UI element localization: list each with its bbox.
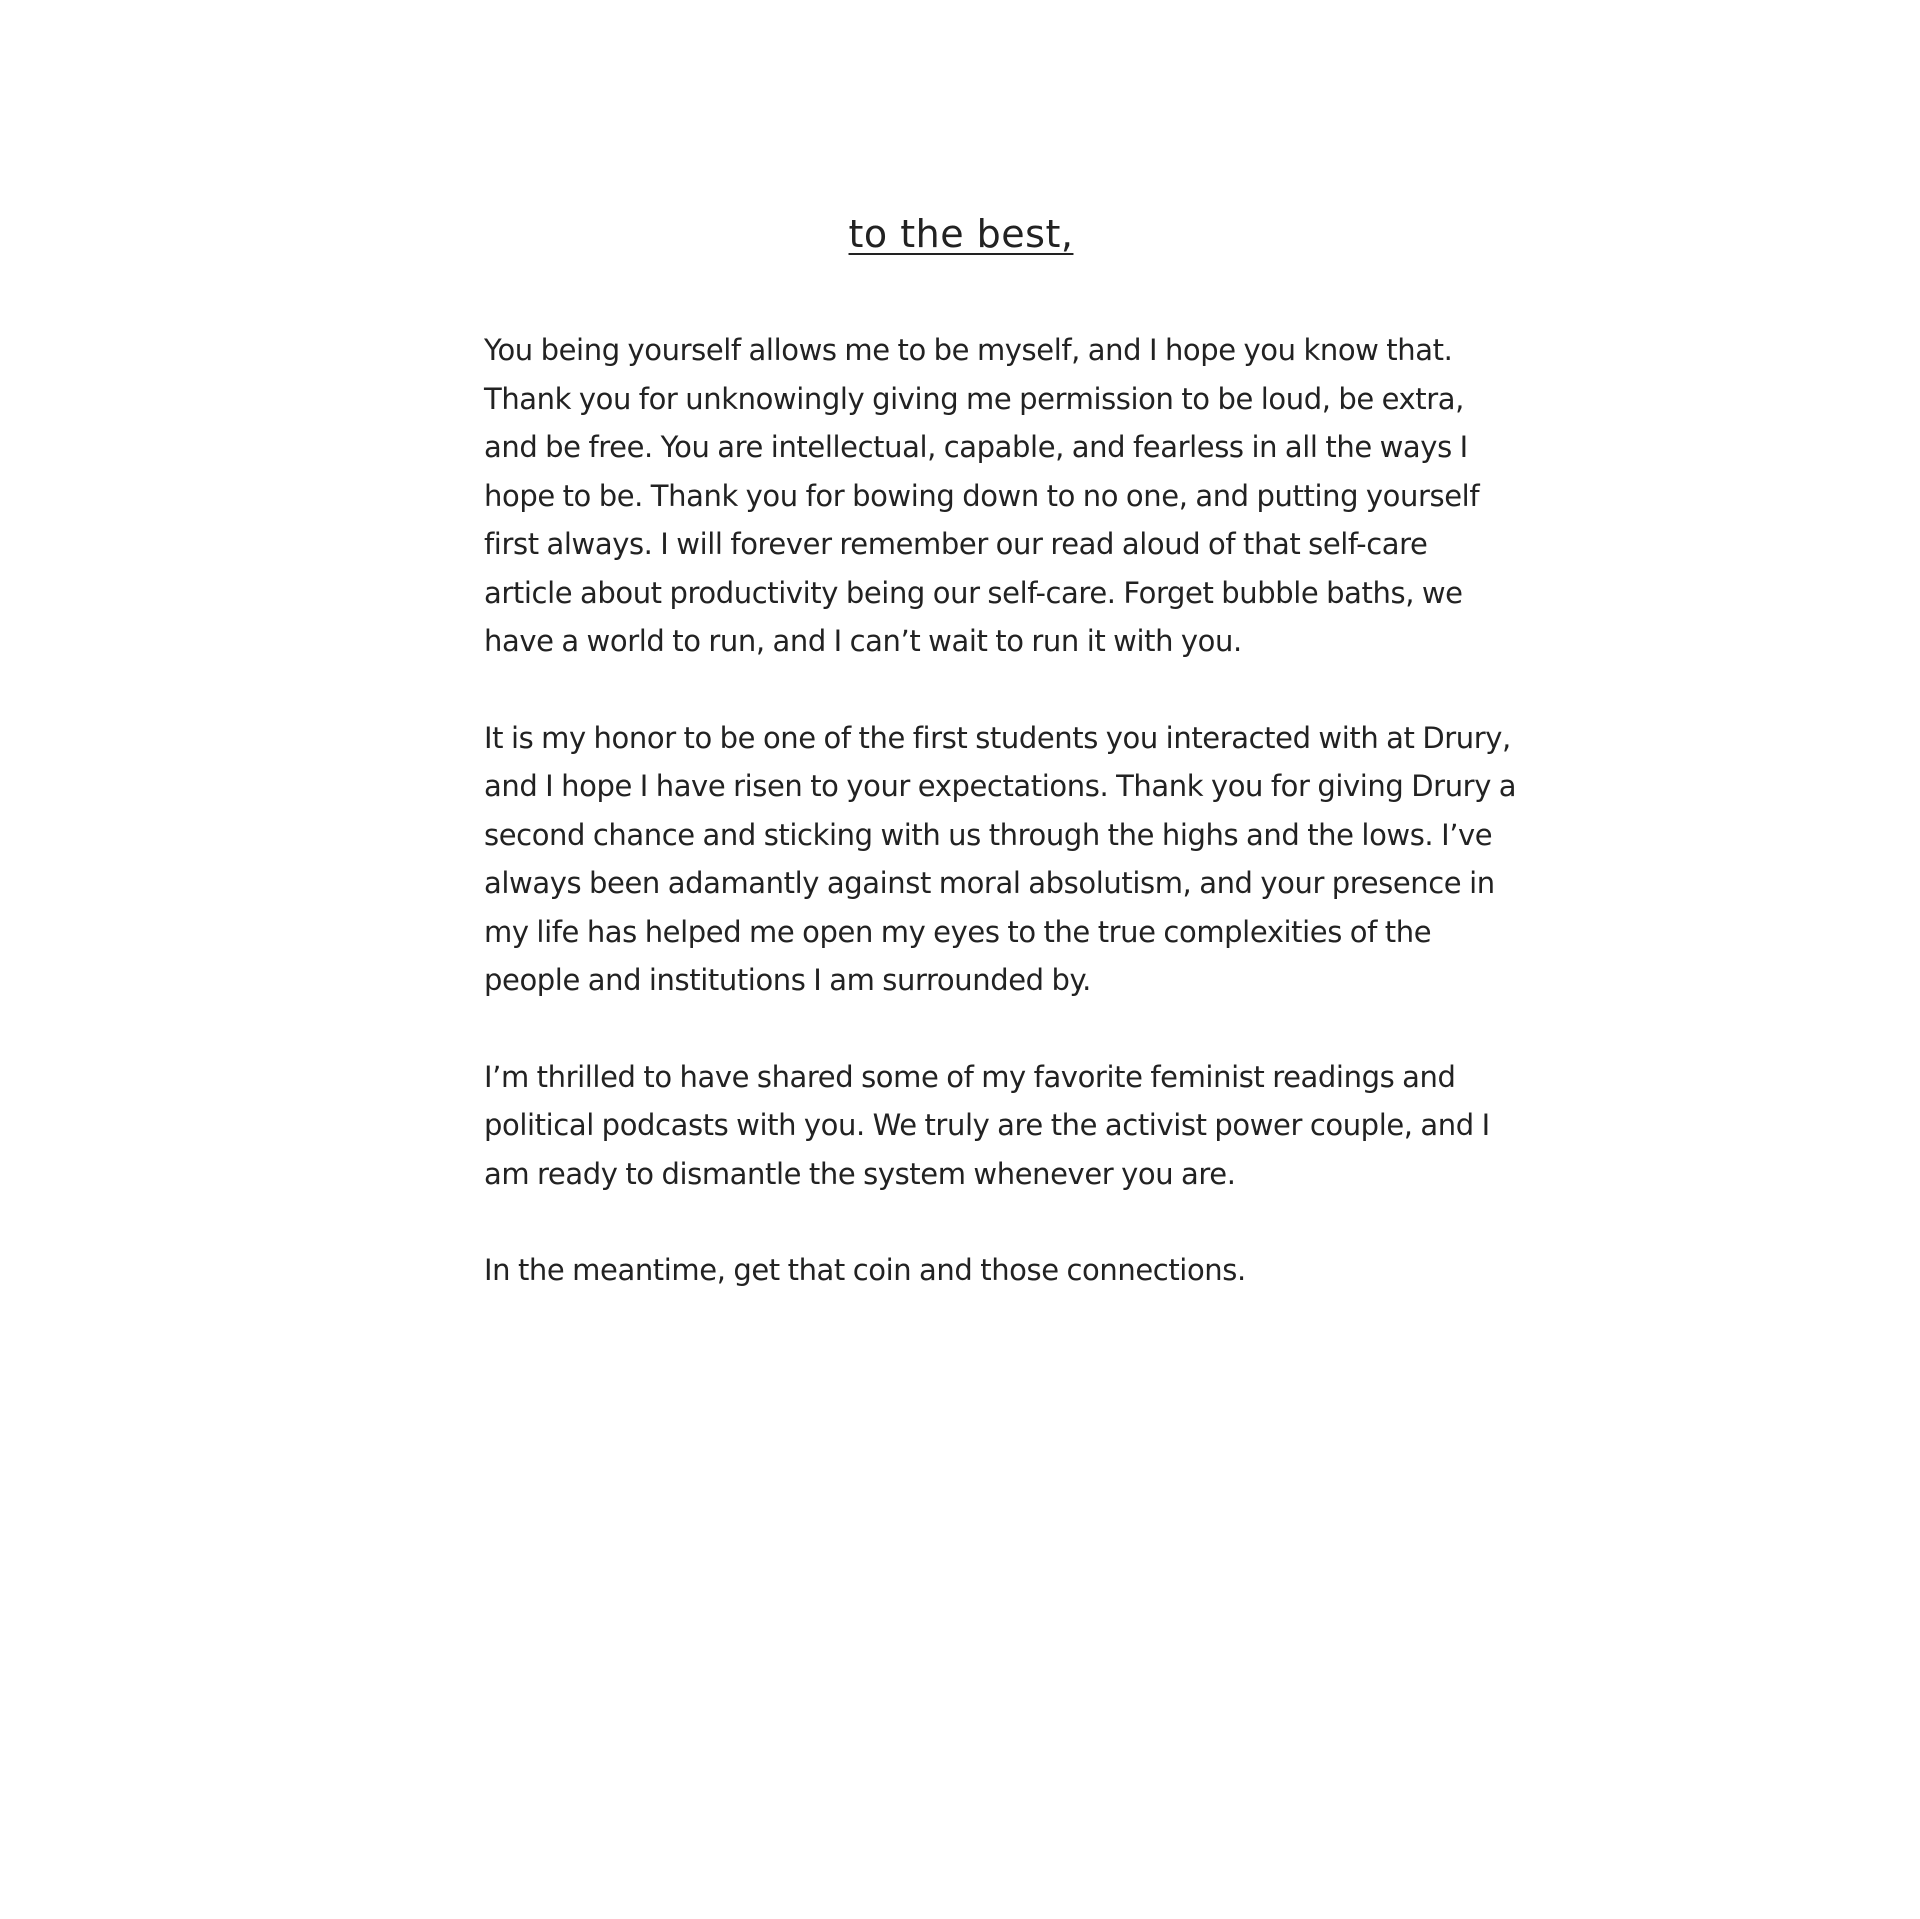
text-line: You being yourself allows me to be myself, and I hope you know that.: [484, 333, 1453, 367]
text-line: It is my honor to be one of the first students you interacted with at Drury,: [484, 720, 1511, 755]
paragraph-1: [484, 326, 1484, 666]
text-line: hope to be. Thank you for bowing down to no one, and putting yourself: [484, 478, 1480, 513]
letter-body: [484, 326, 1517, 1343]
paragraph-3: [484, 1053, 1490, 1199]
text-line: article about productivity being our self-care. Forget bubble baths, we: [484, 575, 1463, 610]
text-line: people and institutions I am surrounded by.: [484, 963, 1091, 997]
text-line: Thank you for unknowingly giving me permission to be loud, be extra,: [484, 381, 1464, 416]
text-line: I’m thrilled to have shared some of my favorite feminist readings and: [484, 1059, 1456, 1094]
heading-container: [0, 212, 1920, 256]
text-line: and I hope I have risen to your expectations. Thank you for giving Drury a: [484, 769, 1517, 803]
letter-heading: to the best,: [848, 212, 1074, 256]
text-line: In the meantime, get that coin and those connections.: [484, 1253, 1246, 1287]
text-line: am ready to dismantle the system whenever you are.: [484, 1156, 1236, 1191]
text-line: always been adamantly against moral absolutism, and your presence in: [484, 866, 1495, 900]
text-line: political podcasts with you. We truly are the activist power couple, and I: [484, 1108, 1490, 1142]
paragraph-4: [484, 1246, 1484, 1295]
text-line: first always. I will forever remember our read aloud of that self-care: [484, 527, 1428, 561]
text-line: my life has helped me open my eyes to the true complexities of the: [484, 914, 1432, 949]
text-line: and be free. You are intellectual, capable, and fearless in all the ways I: [484, 430, 1468, 464]
text-line: have a world to run, and I can’t wait to run it with you.: [484, 624, 1242, 658]
text-line: second chance and sticking with us through the highs and the lows. I’ve: [484, 817, 1493, 852]
paragraph-2: [484, 714, 1517, 1005]
